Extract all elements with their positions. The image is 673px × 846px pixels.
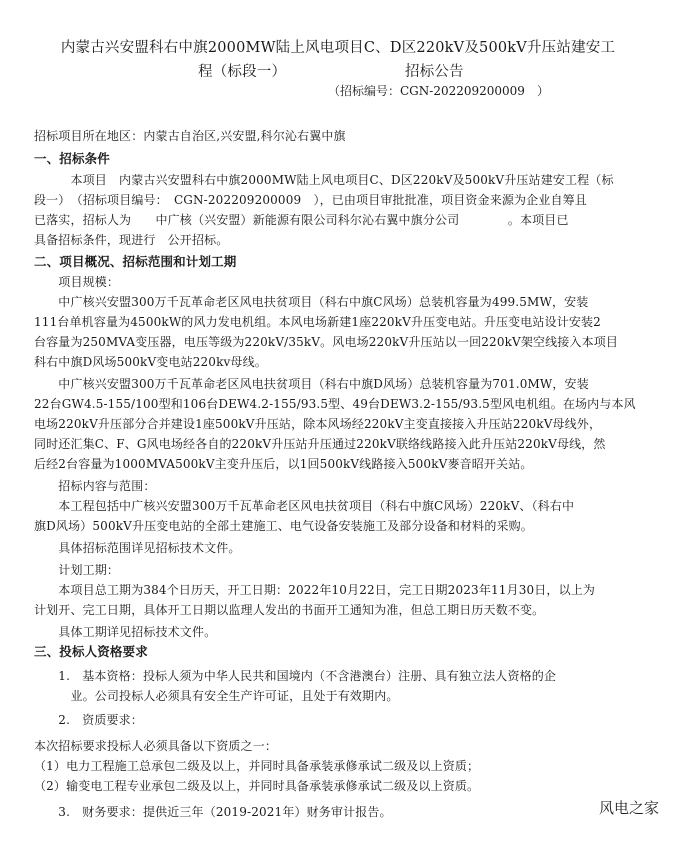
paragraph-line: 本工程包括中广核兴安盟300万千瓦革命老区风电扶贫项目（科右中旗C风场）220kV、（科右中 — [34, 499, 575, 513]
paragraph-line: 具体工期详见招标技术文件。 — [34, 625, 217, 639]
paragraph-line: 计划工期： — [34, 563, 120, 577]
paragraph-line: 本项目总工期为384个日历天，开工日期：2022年10月22日，完工日期2023年11月30日，以上为 — [34, 583, 596, 597]
paragraph-line: 科右中旗D风场500kV变电站220kv母线。 — [34, 355, 267, 369]
paragraph-line: 台容量为250MVA变压器，电压等级为220kV/35kV。风电场220kV升压站以一回220kV架空线接入本项目 — [34, 335, 619, 349]
paragraph-line: 111台单机容量为4500kW的风力发电机组。本风电场新建1座220kV升压变电站。升压变电站设计安装2 — [34, 315, 601, 329]
paragraph-line: 3. 财务要求：提供近三年（2019-2021年）财务审计报告。 — [34, 805, 392, 819]
paragraph-line: 中广核兴安盟300万千瓦革命老区风电扶贫项目（科右中旗C风场）总装机容量为499.5MW，安装 — [34, 295, 589, 309]
paragraph-line: 已落实，招标人为 中广核（兴安盟）新能源有限公司科尔沁右翼中旗分公司 。本项目已 — [34, 213, 569, 227]
paragraph-line: （1）电力工程施工总承包二级及以上，并同时具备承装承修承试二级及以上资质； — [34, 759, 480, 773]
section-heading-2: 二、项目概况、招标范围和计划工期 — [34, 254, 237, 269]
section-heading-1: 一、招标条件 — [34, 151, 110, 166]
paragraph-line: 旗D风场）500kV升压变电站的全部土建施工、电气设备安装施工及部分设备和材料的采购。 — [34, 519, 533, 533]
paragraph-line: 本项目 内蒙古兴安盟科右中旗2000MW陆上风电项目C、D区220kV及500kV升压站建安工程（标 — [34, 173, 614, 187]
paragraph-line: 项目规模： — [34, 275, 120, 289]
paragraph-line: 计划开、完工日期，具体开工日期以监理人发出的书面开工通知为准，但总工期日历天数不变。 — [34, 603, 545, 617]
paragraph-line: 中广核兴安盟300万千瓦革命老区风电扶贫项目（科右中旗D风场）总装机容量为701.0MW，安装 — [34, 377, 589, 391]
paragraph-line: 电场220kV升压部分合并建设1座500kV升压站，除本风场经220kV主变直接接入升压站220kV母线外， — [34, 417, 602, 431]
tender-code: （招标编号：CGN-202209200009 ） — [328, 84, 549, 98]
paragraph-line: 具体招标范围详见招标技术文件。 — [34, 541, 241, 555]
paragraph-line: 招标内容与范围： — [34, 479, 156, 493]
section-heading-3: 三、投标人资格要求 — [34, 644, 148, 659]
paragraph-line: 同时还汇集C、F、G风电场经各自的220kV升压站升压通过220kV联络线路接入此升压站220kV母线，然 — [34, 437, 606, 451]
watermark: 风电之家 — [598, 799, 659, 817]
title-section-label: 程（标段一） — [198, 64, 287, 80]
document-title-line-1: 内蒙古兴安盟科右中旗2000MW陆上风电项目C、D区220kV及500kV升压站建安工 — [60, 40, 616, 56]
project-location: 招标项目所在地区：内蒙古自治区,兴安盟,科尔沁右翼中旗 — [34, 129, 346, 143]
paragraph-line: （2）输变电工程专业承包二级及以上，并同时具备承装承修承试二级及以上资质。 — [34, 779, 480, 793]
title-notice-label: 招标公告 — [405, 64, 464, 80]
paragraph-line: 1. 基本资格：投标人须为中华人民共和国境内（不含港澳台）注册、具有独立法人资格的企 — [34, 669, 557, 683]
paragraph-line: 后经2台容量为1000MVA500kV主变升压后，以1回500kV线路接入500kV麥音昭开关站。 — [34, 457, 533, 471]
paragraph-line: 业。公司投标人必须具有安全生产许可证，且处于有效期内。 — [34, 689, 399, 703]
paragraph-line: 2. 资质要求： — [34, 713, 143, 727]
paragraph-line: 22台GW4.5-155/100型和106台DEW4.2-155/93.5型、49台DEW3.2-155/93.5型风电机组。在场内与本风 — [34, 397, 636, 411]
paragraph-line: 段一） （招标项目编号： CGN-202209200009 ），已由项目审批批准，项目资金来源为企业自筹且 — [34, 193, 587, 207]
paragraph-line: 具备招标条件，现进行 公开招标。 — [34, 233, 229, 247]
paragraph-line: 本次招标要求投标人必须具备以下资质之一： — [34, 739, 278, 753]
